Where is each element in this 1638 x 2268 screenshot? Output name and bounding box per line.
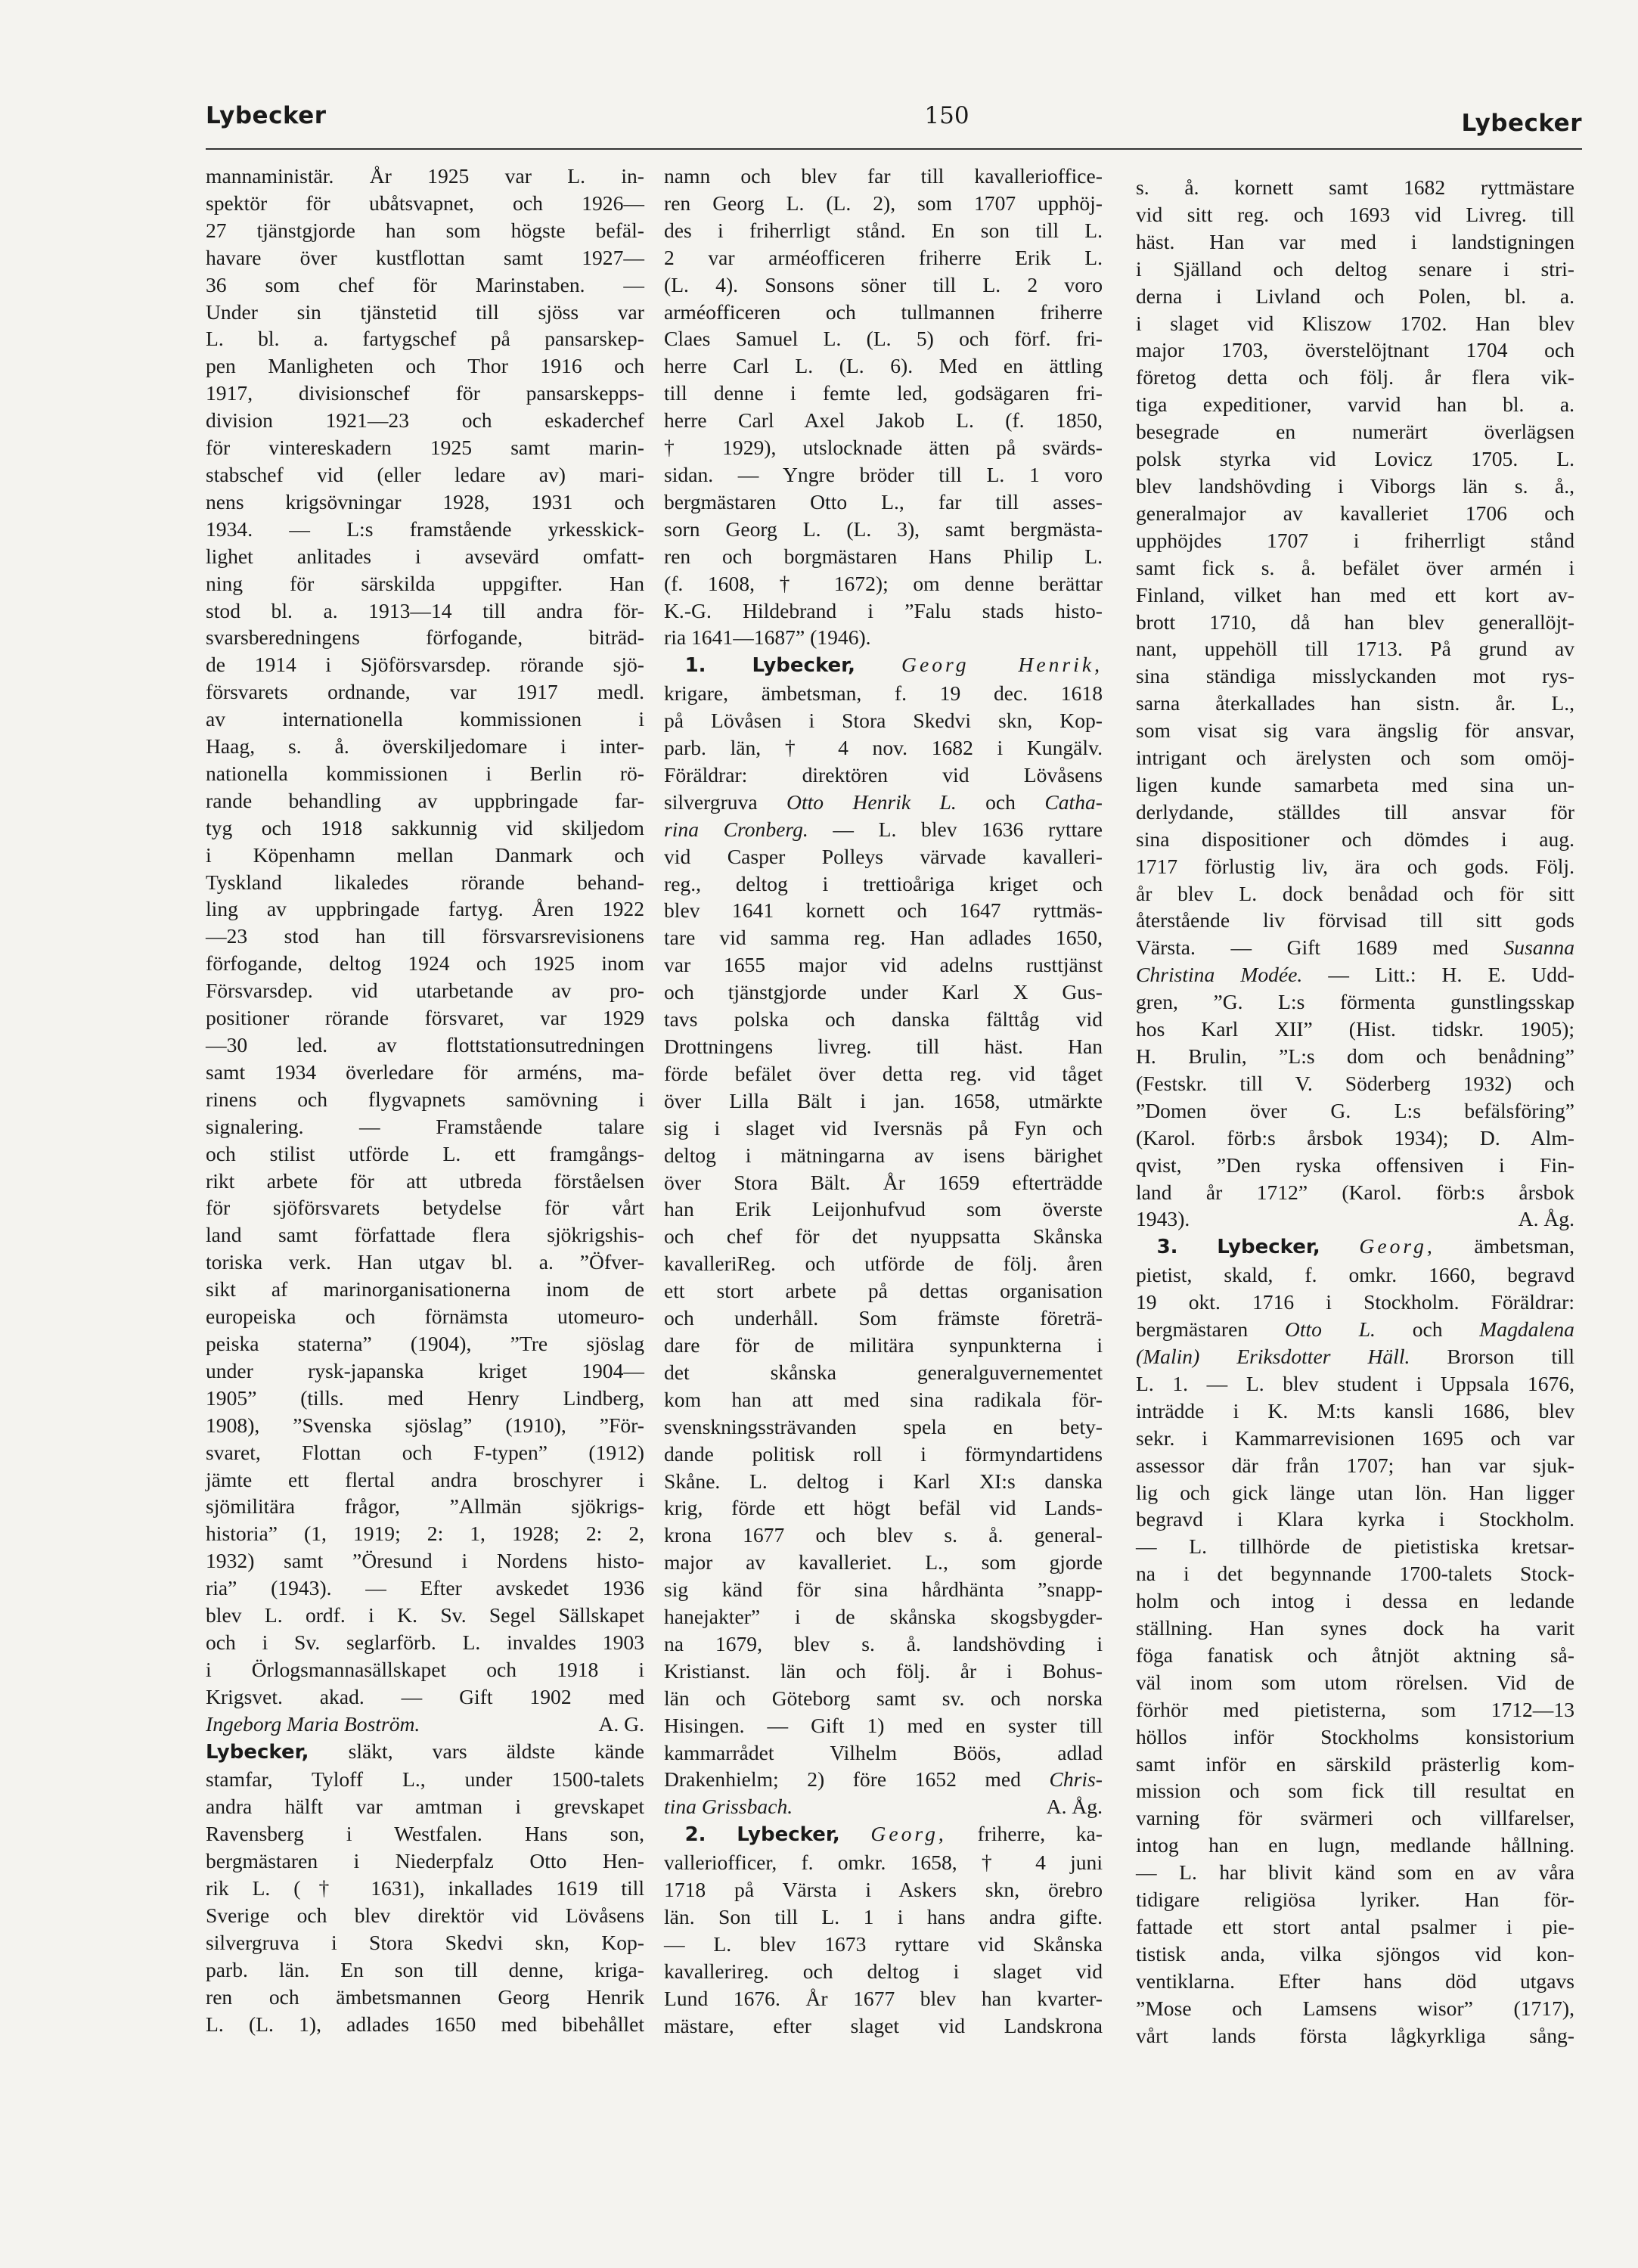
text-line: derna i Livland och Polen, bl. a. (1136, 284, 1574, 308)
text-line: Sverige och blev direktör vid Lövåsens (206, 1903, 644, 1927)
entry-2-first-line (664, 1820, 1103, 1849)
text-line: det skånska generalguvernementet (664, 1360, 1103, 1384)
text-line: blev L. ordf. i K. Sv. Segel Sällskapet (206, 1603, 644, 1627)
text-line: Claes Samuel L. (L. 5) och förf. fri- (664, 327, 1103, 351)
text-line: 1932) samt ”Öresund i Nordens histo- (206, 1549, 644, 1573)
text-line: (Karol. förb:s årsbok 1934); D. Alm- (1136, 1125, 1574, 1150)
text-line: blev 1641 kornett och 1647 ryttmäs- (664, 898, 1103, 923)
text-line: sjömilitära frågor, ”Allmän sjökrigs- (206, 1494, 644, 1519)
text-line: signalering. — Framstående talare (206, 1114, 644, 1138)
text-line: valleriofficer, f. omkr. 1658, † 4 juni (664, 1851, 1103, 1875)
text-line: han Erik Leijonhufvud som överste (664, 1197, 1103, 1221)
text-line: väl inom som utom rörelsen. Vid de (1136, 1670, 1574, 1694)
header-rule (206, 148, 1582, 150)
text-line: sarna återkallades han sistn. år. L., (1136, 691, 1574, 715)
text-line: Under sin tjänstetid till sjöss var (206, 299, 644, 324)
text-line: förde befälet över detta reg. vid tåget (664, 1061, 1103, 1085)
text-span: 1943). (1136, 1207, 1190, 1231)
text-line: Haag, s. å. överskiljedomare i inter- (206, 734, 644, 759)
page-number: 150 (924, 102, 969, 129)
text-line: varning för svärmeri och villfarelser, (1136, 1806, 1574, 1830)
column-2-body (664, 163, 1103, 651)
text-line: ett stort arbete på dettas organisation (664, 1279, 1103, 1303)
entry-1-body-cont (664, 843, 1103, 1767)
entry-number: 3. (1156, 1236, 1178, 1259)
headword: Lybecker, (752, 654, 856, 678)
text-line: ren och borgmästaren Hans Philip L. (664, 544, 1103, 568)
text-line: föga fanatisk och åtnjöt aktning så- (1136, 1643, 1574, 1667)
text-line: län. Son till L. 1 i hans andra gifte. (664, 1905, 1103, 1928)
entry-3-first-line (1136, 1233, 1574, 1261)
literature-refs (1136, 988, 1574, 1205)
text-span: och (1412, 1317, 1443, 1342)
text-span: friherre, ka- (946, 1822, 1103, 1846)
text-line: 27 tjänstgjorde han som högste befäl- (206, 218, 644, 242)
text-line: intog han en lugn, medlande hållning. (1136, 1833, 1574, 1857)
text-line: tiga expeditioner, varvid han bl. a. (1136, 392, 1574, 417)
text-line: fattade ett stort antal psalmer i pie- (1136, 1915, 1574, 1938)
text-line: stabschef vid (eller ledare av) mari- (206, 462, 644, 486)
text-line: över Stora Bält. År 1659 efterträdde (664, 1170, 1103, 1194)
text-span: — L. blev 1636 ryttare (808, 817, 1103, 841)
text-line: län och Göteborg samt sv. och norska (664, 1686, 1103, 1710)
text-line: och i Sv. seglarförb. L. invaldes 1903 (206, 1630, 644, 1654)
headword: Lybecker, (1217, 1236, 1320, 1259)
mother-name: Catha- (1044, 790, 1103, 814)
text-line: år blev L. dock benådad och för sitt (1136, 881, 1574, 905)
text-line: hanejakter” i de skånska skogsbygder- (664, 1605, 1103, 1629)
family-entry-first-line (206, 1738, 644, 1767)
text-line: rande behandling av uppbringade far- (206, 788, 644, 812)
text-line: 1717 förlustig liv, ära och gods. Följ. (1136, 854, 1574, 878)
column-2 (664, 163, 1103, 2040)
running-head-left: Lybecker (206, 102, 327, 129)
wife-name-cont: tina Grissbach. (664, 1795, 793, 1819)
mother-name: Magdalena (1479, 1317, 1574, 1342)
text-line (664, 1793, 1103, 1820)
column-3-body (1136, 174, 1574, 934)
text-line: rinens och flygvapnets samövning i (206, 1087, 644, 1111)
text-line: gren, ”G. L:s förmenta gunstlingsskap (1136, 990, 1574, 1014)
forename: Georg, (870, 1822, 947, 1846)
entry-3-body (1136, 1261, 1574, 1316)
mother-name-cont: rina Cronberg. (664, 817, 808, 841)
text-line: tidigare religiösa lyriker. Han för- (1136, 1888, 1574, 1912)
text-line: stamfar, Tyloff L., under 1500-talets (206, 1767, 644, 1792)
text-line: de 1914 i Sjöförsvarsdep. rörande sjö- (206, 653, 644, 677)
text-line: släkt, vars äldste kände (309, 1739, 644, 1763)
text-line: stod bl. a. 1913—14 till andra för- (206, 598, 644, 622)
text-line: ställning. Han synes dock ha varit (1136, 1616, 1574, 1640)
text-line: L. (L. 1), adlades 1650 med bibehållet (206, 2012, 644, 2036)
text-line: för vintereskadern 1925 samt marin- (206, 436, 644, 460)
text-line: förfogande, deltog 1924 och 1925 inom (206, 951, 644, 976)
text-line: för sjöförsvarets betydelse för vårt (206, 1196, 644, 1220)
text-line: mannaministär. År 1925 var L. in- (206, 164, 644, 188)
text-line: ling av uppbringade fartyg. Åren 1922 (206, 897, 644, 921)
text-line: toriska verk. Han utgav bl. a. ”Öfver- (206, 1250, 644, 1274)
text-line: och underhåll. Som främste företrä- (664, 1306, 1103, 1330)
text-line: andra hälft var amtman i grevskapet (206, 1795, 644, 1819)
text-line: sig känd för sina hårdhänta ”snapp- (664, 1578, 1103, 1602)
text-line: spektör för ubåtsvapnet, och 1926— (206, 191, 644, 215)
text-line: jämte ett flertal andra broschyrer i (206, 1467, 644, 1491)
text-line: — L. tillhörde de pietistiska kretsar- (1136, 1534, 1574, 1559)
text-line: vid Casper Polleys värvade kavalleri- (664, 844, 1103, 868)
text-line: tistisk anda, vilka sjöngos vid kon- (1136, 1941, 1574, 1965)
text-line: ligen kunde samarbeta med sina un- (1136, 772, 1574, 796)
text-line: havare över kustflottan samt 1927— (206, 245, 644, 269)
text-line: —30 led. av flottstationsutredningen (206, 1033, 644, 1056)
text-line: samt fick s. å. befälet över armén i (1136, 555, 1574, 579)
text-line: nant, uppehöll till 1713. På grund av (1136, 637, 1574, 661)
text-line: pietist, skald, f. omkr. 1660, begravd (1136, 1263, 1574, 1287)
text-line: 19 okt. 1716 i Stockholm. Föräldrar: (1136, 1290, 1574, 1314)
wife-name: Ingeborg Maria Boström. (206, 1711, 420, 1736)
text-line: sekr. i Kammarrevisionen 1695 och var (1136, 1426, 1574, 1450)
text-line (664, 1766, 1103, 1793)
text-line: derlydande, ställdes till ansvar för (1136, 799, 1574, 824)
text-line: 1908), ”Svenska sjöslag” (1910), ”För- (206, 1413, 644, 1437)
signature: A. Åg. (1046, 1795, 1103, 1819)
text-line: vårt lands första lågkyrkliga sång- (1136, 2023, 1574, 2047)
family-entry-body (206, 1766, 644, 2037)
text-line: mission och som fick till resultat en (1136, 1779, 1574, 1803)
text-line: — L. blev 1673 ryttare vid Skånska (664, 1931, 1103, 1956)
column-3 (1136, 174, 1574, 2049)
forename: Georg Henrik, (901, 653, 1103, 677)
father-name: Otto Henrik L. (786, 790, 957, 814)
text-line: 1917, divisionschef för pansarskepps- (206, 381, 644, 405)
text-line: ria” (1943). — Efter avskedet 1936 (206, 1576, 644, 1600)
text-span: — Litt.: H. E. Udd- (1302, 963, 1574, 987)
text-line: i Själland och deltog senare i stri- (1136, 256, 1574, 281)
text-line: förhör med pietisterna, som 1712—13 (1136, 1697, 1574, 1721)
text-line: ria 1641—1687” (1946). (664, 625, 871, 650)
text-line: sig i slaget vid Iversnäs på Fyn och (664, 1115, 1103, 1140)
headword: Lybecker, (206, 1740, 309, 1764)
text-line: kom han att med sina radikala för- (664, 1387, 1103, 1411)
text-line: 1718 på Värsta i Askers skn, örebro (664, 1878, 1103, 1902)
text-line: 2 var arméofficeren friherre Erik L. (664, 245, 1103, 269)
text-line: i slaget vid Kliszow 1702. Han blev (1136, 311, 1574, 335)
text-line: s. å. kornett samt 1682 ryttmästare (1136, 175, 1574, 199)
text-line: lighet anlitades i avsevärd omfatt- (206, 544, 644, 568)
text-line: kammarrådet Vilhelm Böös, adlad (664, 1740, 1103, 1764)
text-line: kavalleriReg. och utförde de följ. åren (664, 1252, 1103, 1276)
entry-number: 1. (684, 654, 706, 678)
text-line: nens krigsövningar 1928, 1931 och (206, 489, 644, 513)
text-span: Brorson till (1410, 1344, 1575, 1368)
text-line: herre Carl L. (L. 6). Med en ättling (664, 354, 1103, 378)
text-line: qvist, ”Den ryska offensiven i Fin- (1136, 1153, 1574, 1177)
text-line: silvergruva i Stora Skedvi skn, Kop- (206, 1930, 644, 1954)
text-line: Hisingen. — Gift 1) med en syster till (664, 1713, 1103, 1737)
entry-1-body (664, 680, 1103, 789)
text-line: sorn Georg L. (L. 3), samt bergmästa- (664, 517, 1103, 541)
text-line: 36 som chef för Marinstaben. — (206, 272, 644, 296)
entry-number: 2. (684, 1823, 706, 1847)
text-line: över Lilla Bält i jan. 1658, utmärkte (664, 1088, 1103, 1112)
text-line: Krigsvet. akad. — Gift 1902 med (206, 1684, 644, 1708)
text-line: krona 1677 och blev s. å. general- (664, 1523, 1103, 1547)
text-line: assessor där från 1707; han var sjuk- (1136, 1453, 1574, 1477)
wife-name-cont: Christina Modée. (1136, 963, 1303, 987)
text-line: dande politisk roll i förmyndartidens (664, 1441, 1103, 1466)
text-line: återstående liv förvisad till sitt gods (1136, 908, 1574, 932)
mother-name-cont: (Malin) Eriksdotter Häll. (1136, 1344, 1410, 1368)
text-line: hos Karl XII” (Hist. tidskr. 1905); (1136, 1017, 1574, 1041)
text-line: 1934. — L:s framstående yrkesskick- (206, 517, 644, 541)
text-line: ventiklarna. Efter hans död utgavs (1136, 1969, 1574, 1993)
text-line: svaret, Flottan och F-typen” (1912) (206, 1440, 644, 1464)
column-1 (206, 163, 644, 2038)
text-line: av internationella kommissionen i (206, 707, 644, 731)
text-line: försvarets ordnande, var 1917 medl. (206, 680, 644, 704)
text-line: historia” (1, 1919; 2: 1, 1928; 2: 2, (206, 1522, 644, 1546)
text-span: Värsta. — Gift 1689 med (1136, 935, 1469, 960)
text-line: herre Carl Axel Jakob L. (f. 1850, (664, 408, 1103, 433)
text-line: sidan. — Yngre bröder till L. 1 voro (664, 462, 1103, 486)
text-line (1136, 1316, 1574, 1343)
text-line: mästare, efter slaget vid Landskrona (664, 2013, 1103, 2037)
text-line: bergmästaren Otto L., far till asses- (664, 489, 1103, 513)
text-line: major 1703, överstelöjtnant 1704 och (1136, 338, 1574, 362)
text-line: namn och blev far till kavalleriofficе- (664, 164, 1103, 188)
text-line: svenskningssträvanden spela en bety- (664, 1414, 1103, 1438)
text-line: lig och gick länge utan lön. Han ligger (1136, 1480, 1574, 1504)
text-span: och (985, 790, 1016, 814)
text-line: Lund 1676. År 1677 blev han kvarter- (664, 1986, 1103, 2010)
text-line: ”Mose och Lamsens wisor” (1717), (1136, 1996, 1574, 2020)
text-line: † 1929), utslocknade ätten på svärds- (664, 436, 1103, 460)
text-line: 1905” (tills. med Henry Lindberg, (206, 1385, 644, 1410)
text-line: K.-G. Hildebrand i ”Falu stads histo- (664, 598, 1103, 622)
text-span: ämbetsman, (1435, 1234, 1574, 1258)
text-line: företog detta och följ. år flera vik- (1136, 365, 1574, 389)
text-line (664, 789, 1103, 816)
text-line: L. 1. — L. blev student i Uppsala 1676, (1136, 1371, 1574, 1395)
text-line: ren Georg L. (L. 2), som 1707 upphöj- (664, 191, 1103, 215)
text-line: parb. län. En son till denne, kriga- (206, 1957, 644, 1981)
text-line: Drottningens livreg. till häst. Han (664, 1035, 1103, 1058)
text-line: Finland, vilket han med ett kort av- (1136, 582, 1574, 607)
text-line: generalmajor av kavalleriet 1706 och (1136, 501, 1574, 525)
text-line: sina ständiga misslyckanden mot rys- (1136, 664, 1574, 688)
text-line: tavs polska och danska fälttåg vid (664, 1007, 1103, 1032)
text-line: ren och ämbetsmannen Georg Henrik (206, 1984, 644, 2009)
text-line: krig, förde ett högt befäl vid Lands- (664, 1496, 1103, 1520)
text-line: europeiska och förnämsta utomeuro- (206, 1305, 644, 1329)
text-line: svarsberedningens förfogande, biträd- (206, 625, 644, 650)
text-line: land år 1712” (Karol. förb:s årsbok (1136, 1180, 1574, 1204)
text-line: Skåne. L. deltog i Karl XI:s danska (664, 1469, 1103, 1493)
text-line: bergmästaren i Niederpfalz Otto Hen- (206, 1849, 644, 1873)
text-line: ning för särskilda uppgifter. Han (206, 571, 644, 595)
wife-name: Chris- (1049, 1767, 1103, 1792)
text-line: ”Domen över G. L:s befälsföring” (1136, 1098, 1574, 1122)
text-span: bergmästaren (1136, 1317, 1249, 1342)
text-line: na 1679, blev s. å. landshövding i (664, 1631, 1103, 1655)
text-line (1136, 961, 1574, 988)
text-line: sina dispositioner och dömdes i aug. (1136, 827, 1574, 851)
text-line: nationella kommissionen i Berlin rö- (206, 761, 644, 785)
text-line: på Lövåsen i Stora Skedvi skn, Kop- (664, 709, 1103, 733)
column-1-body (206, 163, 644, 1711)
text-line: parb. län, † 4 nov. 1682 i Kungälv. (664, 736, 1103, 760)
text-line: häst. Han var med i landstigningen (1136, 229, 1574, 253)
text-line: Ravensberg i Westfalen. Hans son, (206, 1822, 644, 1846)
text-line: besegrade en numerärt överlägsen (1136, 420, 1574, 444)
father-name: Otto L. (1284, 1317, 1376, 1342)
text-line: vid sitt reg. och 1693 vid Livreg. till (1136, 202, 1574, 226)
text-line: positioner rörande försvaret, var 1929 (206, 1006, 644, 1030)
text-line: tyg och 1918 sakkunnig vid skiljedom (206, 815, 644, 839)
text-line: deltog i mätningarna av isens bärighet (664, 1143, 1103, 1167)
text-line: (Festskr. till V. Söderberg 1932) och (1136, 1071, 1574, 1095)
text-line: under rysk-japanska kriget 1904— (206, 1358, 644, 1382)
wife-line (206, 1711, 644, 1738)
text-span: silvergruva (664, 790, 758, 814)
text-line: inträdde i K. M:ts kansli 1686, blev (1136, 1398, 1574, 1423)
text-line: H. Brulin, ”L:s dom och benådning” (1136, 1044, 1574, 1068)
text-line: höllos inför Stockholms konsistorium (1136, 1724, 1574, 1748)
text-line: upphöjdes 1707 i friherrligt stånd (1136, 528, 1574, 552)
text-line: intrigant och ärelysten och som omöj- (1136, 746, 1574, 770)
text-line: kavallerireg. och deltog i slaget vid (664, 1959, 1103, 1983)
running-header (206, 102, 1582, 147)
text-line (664, 816, 1103, 843)
text-line: sikt af marinorganisationerna inom de (206, 1277, 644, 1302)
entry-2-body (664, 1849, 1103, 2039)
text-line: i Örlogsmannasällskapet och 1918 i (206, 1657, 644, 1681)
text-line: brott 1710, då han blev generallöjt- (1136, 610, 1574, 634)
text-line (1136, 1205, 1574, 1233)
text-line: (L. 4). Sonsons söner till L. 2 voro (664, 272, 1103, 296)
text-line: Försvarsdep. vid utarbetande av pro- (206, 979, 644, 1003)
entry-3-body-cont (1136, 1370, 1574, 2049)
text-line: som visat sig vara ängslig för ansvar, (1136, 718, 1574, 743)
text-line: L. bl. a. fartygschef på pansarskep- (206, 327, 644, 351)
wife-name: Susanna (1503, 935, 1574, 960)
text-line (1136, 1343, 1574, 1370)
text-line: peiska staterna” (1904), ”Tre sjöslag (206, 1331, 644, 1355)
text-line: —23 stod han till försvarsrevisionens (206, 924, 644, 948)
text-line: (f. 1608, † 1672); om denne berättar (664, 571, 1103, 595)
text-line: och tjänstgjorde under Karl X Gus- (664, 980, 1103, 1004)
text-line: major av kavalleriet. L., som gjorde (664, 1550, 1103, 1575)
text-line: pen Manligheten och Thor 1916 och (206, 354, 644, 378)
text-line: och stilist utförde L. ett framgångs- (206, 1141, 644, 1165)
text-line: polsk styrka vid Lovicz 1705. L. (1136, 447, 1574, 471)
text-line: land samt författade flera sjökrigshis- (206, 1223, 644, 1247)
text-line: tare vid samma reg. Han adlades 1650, (664, 926, 1103, 950)
text-line (1136, 934, 1574, 961)
text-line: — L. har blivit känd som en av våra (1136, 1860, 1574, 1885)
text-line: dare för de militära synpunkterna i (664, 1333, 1103, 1357)
text-line: och chef för det nyuppsatta Skånska (664, 1224, 1103, 1249)
signature: A. Åg. (1518, 1207, 1574, 1231)
signature: A. G. (598, 1711, 644, 1736)
text-line: na i det begynnande 1700-talets Stock- (1136, 1562, 1574, 1586)
text-line: Föräldrar: direktören vid Lövåsens (664, 762, 1103, 787)
text-line: des i friherrligt stånd. En son till L. (664, 218, 1103, 242)
text-line: var 1655 major vid adelns rusttjänst (664, 953, 1103, 977)
running-head-right: Lybecker (1461, 110, 1582, 137)
text-line: holm och intog i dessa en ledande (1136, 1589, 1574, 1613)
text-line: division 1921—23 och eskaderchef (206, 408, 644, 433)
text-line: till denne i femte led, godsägaren fri- (664, 381, 1103, 405)
text-line: i Köpenhamn mellan Danmark och (206, 842, 644, 867)
text-line: blev landshövding i Viborgs län s. å., (1136, 473, 1574, 498)
headword: Lybecker, (737, 1823, 840, 1847)
text-line: arméofficeren och tullmannen friherre (664, 299, 1103, 324)
text-line: begravd i Klara kyrka i Stockholm. (1136, 1507, 1574, 1531)
text-line: Tyskland likaledes rörande behand- (206, 870, 644, 894)
text-line: Kristianst. län och följ. år i Bohus- (664, 1658, 1103, 1683)
text-line: samt inför en särskild prästerlig kom- (1136, 1751, 1574, 1776)
text-line: reg., deltog i trettioåriga kriget och (664, 871, 1103, 895)
text-span: Drakenhielm; 2) före 1652 med (664, 1767, 1021, 1792)
text-line: rikt arbete för att utbreda förståelsen (206, 1168, 644, 1193)
text-line: krigare, ämbetsman, f. 19 dec. 1618 (664, 681, 1103, 706)
text-line: samt 1934 överledare för arméns, ma- (206, 1060, 644, 1084)
entry-1-first-line (664, 651, 1103, 680)
forename: Georg, (1359, 1234, 1435, 1258)
text-line: rik L. († 1631), inkallades 1619 till (206, 1876, 644, 1900)
